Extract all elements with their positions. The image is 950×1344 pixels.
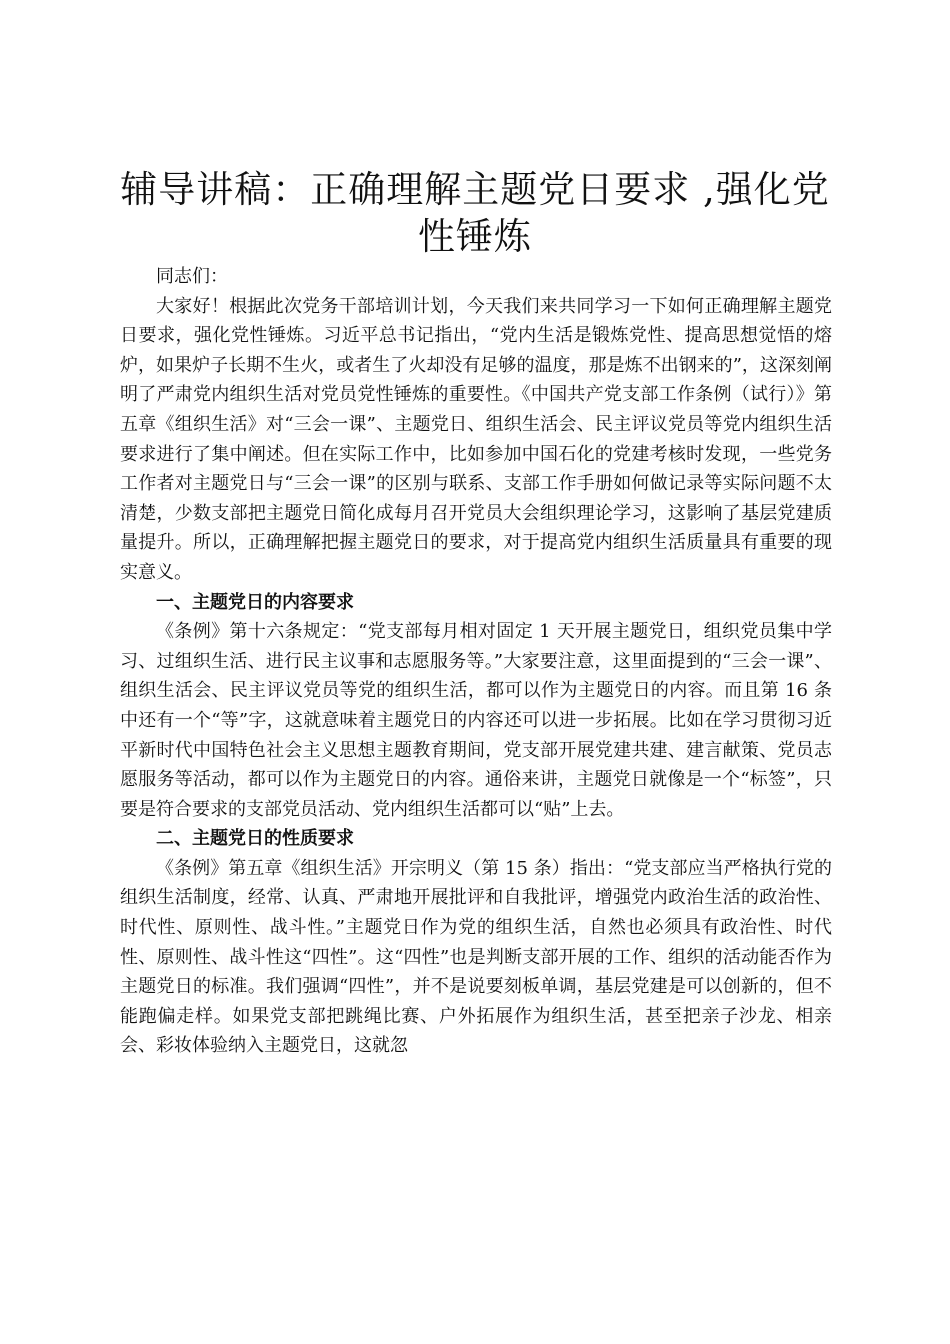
greeting-paragraph: 同志们： — [156, 266, 228, 287]
document-title: 辅导讲稿：正确理解主题党日要求 ,强化党性锤炼 — [120, 168, 830, 258]
section-2-paragraph: 《条例》第五章《组织生活》开宗明义（第 15 条）指出：“党支部应当严格执行党的组织生活制度，经常、认真、严肃地开展批评和自我批评，增强党内政治生活的政治性、时代性、原则性、战斗性。”主题党日作为党的组织生活，自然也必须具有政治性、时代性、原则性、战斗性这“四性”。这“四性”也是判断支部开展的工作、组织的活动能否作为主题党日的标准。我们强调“四性”，并不是说要刻板单调，基层党建是可以创新的，但不能跑偏走样。如果党支部把跳绳比赛、户外拓展作为组织生活，甚至把亲子沙龙、相亲会、彩妆体验纳入主题党日，这就忽 — [120, 857, 832, 1057]
section-1-heading: 一、主题党日的内容要求 — [156, 591, 354, 613]
document-body — [120, 262, 832, 1061]
intro-paragraph: 大家好！根据此次党务干部培训计划，今天我们来共同学习一下如何正确理解主题党日要求，强化党性锤炼。习近平总书记指出，“党内生活是锻炼党性、提高思想觉悟的熔炉，如果炉子长期不生火，或者生了火却没有足够的温度，那是炼不出钢来的”，这深刻阐明了严肃党内组织生活对党员党性锤炼的重要性。《中国共产党支部工作条例（试行）》第五章《组织生活》对“三会一课”、主题党日、组织生活会、民主评议党员等党内组织生活要求进行了集中阐述。但在实际工作中，比如参加中国石化的党建考核时发现，一些党务工作者对主题党日与“三会一课”的区别与联系、支部工作手册如何做记录等实际问题不太清楚，少数支部把主题党日简化成每月召开党员大会组织理论学习，这影响了基层党建质量提升。所以，正确理解把握主题党日的要求，对于提高党内组织生活质量具有重要的现实意义。 — [120, 295, 832, 583]
section-2-heading: 二、主题党日的性质要求 — [156, 828, 354, 850]
section-1-paragraph: 《条例》第十六条规定：“党支部每月相对固定 1 天开展主题党日，组织党员集中学习、过组织生活、进行民主议事和志愿服务等。”大家要注意，这里面提到的“三会一课”、组织生活会、民主评议党员等党的组织生活，都可以作为主题党日的内容。而且第 16 条中还有一个“等”字，这就意味着主题党日的内容还可以进一步拓展。比如在学习贯彻习近平新时代中国特色社会主义思想主题教育期间，党支部开展党建共建、建言献策、党员志愿服务等活动，都可以作为主题党日的内容。通俗来讲，主题党日就像是一个“标签”，只要是符合要求的支部党员活动、党内组织生活都可以“贴”上去。 — [120, 621, 832, 820]
